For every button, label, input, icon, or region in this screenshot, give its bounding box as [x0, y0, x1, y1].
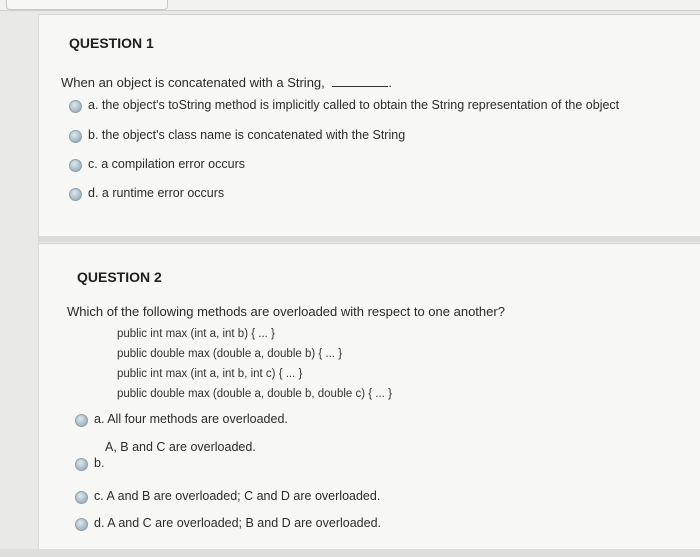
code-line-a: public int max (int a, int b) { ... } — [117, 328, 275, 340]
code-line-b: public double max (double a, double b) { ... } — [117, 348, 343, 360]
radio-icon[interactable] — [69, 159, 82, 172]
question-2-title: QUESTION 2 — [77, 269, 162, 285]
q1-option-b-label: b. the object's class name is concatenated with the String — [88, 128, 406, 142]
bottom-edge — [0, 549, 700, 557]
radio-icon[interactable] — [75, 458, 88, 471]
q1-option-a-label: a. the object's toString method is implicitly called to obtain the String representation of the object — [88, 98, 620, 112]
q1-option-d-label: d. a runtime error occurs — [88, 186, 225, 200]
q2-option-a[interactable] — [75, 412, 288, 427]
question-1-prompt-end: . — [388, 75, 393, 90]
q1-option-d[interactable] — [69, 186, 224, 201]
question-separator — [38, 236, 700, 242]
q2-option-d[interactable] — [75, 516, 381, 531]
q1-option-c[interactable] — [69, 157, 245, 172]
radio-icon[interactable] — [69, 100, 82, 113]
question-2-prompt: Which of the following methods are overloaded with respect to one another? — [67, 304, 505, 319]
question-1-prompt-text: When an object is concatenated with a String, — [61, 75, 329, 90]
top-strip — [0, 0, 700, 11]
q2-option-b-text: A, B and C are overloaded. — [105, 440, 256, 454]
q1-option-b[interactable] — [69, 128, 405, 143]
top-tab — [6, 0, 168, 10]
q2-option-d-label: d. A and C are overloaded; B and D are overloaded. — [94, 516, 381, 530]
question-1-prompt — [61, 75, 392, 90]
q2-option-c-label: c. A and B are overloaded; C and D are overloaded. — [94, 489, 381, 503]
q2-option-a-label: a. All four methods are overloaded. — [94, 412, 288, 426]
radio-icon[interactable] — [75, 518, 88, 531]
radio-icon[interactable] — [75, 414, 88, 427]
question-2-panel — [38, 243, 700, 550]
radio-icon[interactable] — [75, 491, 88, 504]
q2-option-c[interactable] — [75, 489, 380, 504]
answer-blank — [332, 76, 388, 87]
radio-icon[interactable] — [69, 188, 82, 201]
question-1-title: QUESTION 1 — [69, 35, 154, 51]
q1-option-c-label: c. a compilation error occurs — [88, 157, 246, 171]
code-line-d: public double max (double a, double b, double c) { ... } — [117, 388, 392, 400]
radio-icon[interactable] — [69, 130, 82, 143]
q2-option-b-label: b. — [94, 456, 105, 470]
q1-option-a[interactable] — [69, 98, 619, 113]
code-line-c: public int max (int a, int b, int c) { ... } — [117, 368, 303, 380]
question-1-panel — [38, 14, 700, 237]
q2-option-b[interactable] — [75, 456, 104, 471]
